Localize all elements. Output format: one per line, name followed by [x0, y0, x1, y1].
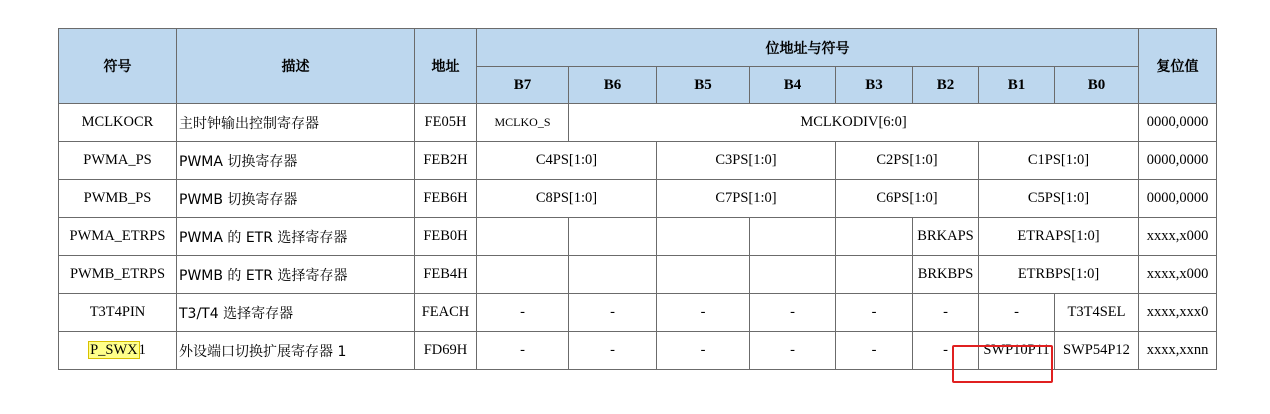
cell-bit-empty [750, 256, 836, 294]
cell-address: FEB2H [415, 142, 477, 180]
cell-address: FD69H [415, 332, 477, 370]
cell-symbol: PWMA_ETRPS [59, 218, 177, 256]
header-bit: B0 [1055, 67, 1139, 104]
cell-bit-field: C6PS[1:0] [836, 180, 979, 218]
cell-bit: T3T4SEL [1055, 294, 1139, 332]
cell-bit-empty [836, 256, 913, 294]
table-row-pwmb-etrps [59, 256, 1217, 294]
cell-reset: 0000,0000 [1139, 142, 1217, 180]
cell-bit-empty [569, 256, 657, 294]
cell-address: FEB6H [415, 180, 477, 218]
header-bit: B1 [979, 67, 1055, 104]
table-row-mclkocr [59, 104, 1217, 142]
cell-bit-field: ETRAPS[1:0] [979, 218, 1139, 256]
header-bit: B7 [477, 67, 569, 104]
cell-bit: - [750, 332, 836, 370]
cell-reset: xxxx,xxx0 [1139, 294, 1217, 332]
cell-reset: xxxx,x000 [1139, 256, 1217, 294]
table-row-pwma-ps [59, 142, 1217, 180]
header-bit: B5 [657, 67, 750, 104]
cell-description: 主时钟输出控制寄存器 [177, 104, 415, 142]
table-row-pwma-etrps [59, 218, 1217, 256]
cell-symbol: MCLKOCR [59, 104, 177, 142]
cell-description: PWMB 的 ETR 选择寄存器 [177, 256, 415, 294]
cell-bit: - [913, 294, 979, 332]
cell-bit: BRKBPS [913, 256, 979, 294]
cell-symbol [59, 332, 177, 370]
cell-reset: xxxx,x000 [1139, 218, 1217, 256]
cell-bit: - [836, 294, 913, 332]
cell-description: PWMB 切换寄存器 [177, 180, 415, 218]
table-row-p-swx1 [59, 332, 1217, 370]
highlighted-text: P_SWX [90, 342, 138, 358]
cell-bit: - [657, 332, 750, 370]
cell-bit: BRKAPS [913, 218, 979, 256]
header-symbol: 符号 [59, 29, 177, 104]
header-bit: B4 [750, 67, 836, 104]
register-table [58, 28, 1217, 370]
cell-bit-empty [477, 218, 569, 256]
cell-bit: SWP54P12 [1055, 332, 1139, 370]
cell-address: FEB0H [415, 218, 477, 256]
cell-symbol: T3T4PIN [59, 294, 177, 332]
cell-bit: - [836, 332, 913, 370]
cell-address: FE05H [415, 104, 477, 142]
cell-bit-field: C4PS[1:0] [477, 142, 657, 180]
cell-bit-empty [657, 256, 750, 294]
cell-bit-field: C8PS[1:0] [477, 180, 657, 218]
cell-bit-field: C1PS[1:0] [979, 142, 1139, 180]
symbol-suffix: 1 [138, 342, 146, 358]
cell-bit: - [477, 332, 569, 370]
cell-description: 外设端口切换扩展寄存器 1 [177, 332, 415, 370]
cell-reset: 0000,0000 [1139, 104, 1217, 142]
table-row-pwmb-ps [59, 180, 1217, 218]
cell-bit: - [569, 332, 657, 370]
cell-description: PWMA 切换寄存器 [177, 142, 415, 180]
cell-bit-empty [750, 218, 836, 256]
cell-bit-empty [836, 218, 913, 256]
cell-bit-empty [569, 218, 657, 256]
header-bit-group: 位地址与符号 [477, 29, 1139, 67]
header-bit: B2 [913, 67, 979, 104]
cell-bit-field: C5PS[1:0] [979, 180, 1139, 218]
table-row-t3t4pin [59, 294, 1217, 332]
cell-symbol: PWMA_PS [59, 142, 177, 180]
cell-bit-field: ETRBPS[1:0] [979, 256, 1139, 294]
header-bit: B3 [836, 67, 913, 104]
cell-bit-field: C2PS[1:0] [836, 142, 979, 180]
cell-symbol: PWMB_ETRPS [59, 256, 177, 294]
cell-bit: - [569, 294, 657, 332]
cell-bit: MCLKO_S [477, 104, 569, 142]
cell-bit: - [913, 332, 979, 370]
cell-bit-field: C7PS[1:0] [657, 180, 836, 218]
header-reset: 复位值 [1139, 29, 1217, 104]
header-bit: B6 [569, 67, 657, 104]
cell-address: FEB4H [415, 256, 477, 294]
header-address: 地址 [415, 29, 477, 104]
cell-symbol: PWMB_PS [59, 180, 177, 218]
cell-bit: - [477, 294, 569, 332]
cell-bit-empty [657, 218, 750, 256]
cell-bit: - [979, 294, 1055, 332]
header-row [59, 29, 1217, 67]
header-description: 描述 [177, 29, 415, 104]
cell-description: PWMA 的 ETR 选择寄存器 [177, 218, 415, 256]
cell-reset: 0000,0000 [1139, 180, 1217, 218]
cell-bit: - [750, 294, 836, 332]
cell-address: FEACH [415, 294, 477, 332]
cell-bit: - [657, 294, 750, 332]
cell-description: T3/T4 选择寄存器 [177, 294, 415, 332]
cell-reset: xxxx,xxnn [1139, 332, 1217, 370]
cell-bit-field: MCLKODIV[6:0] [569, 104, 1139, 142]
cell-bit-empty [477, 256, 569, 294]
cell-bit: SWP10P11 [979, 332, 1055, 370]
cell-bit-field: C3PS[1:0] [657, 142, 836, 180]
